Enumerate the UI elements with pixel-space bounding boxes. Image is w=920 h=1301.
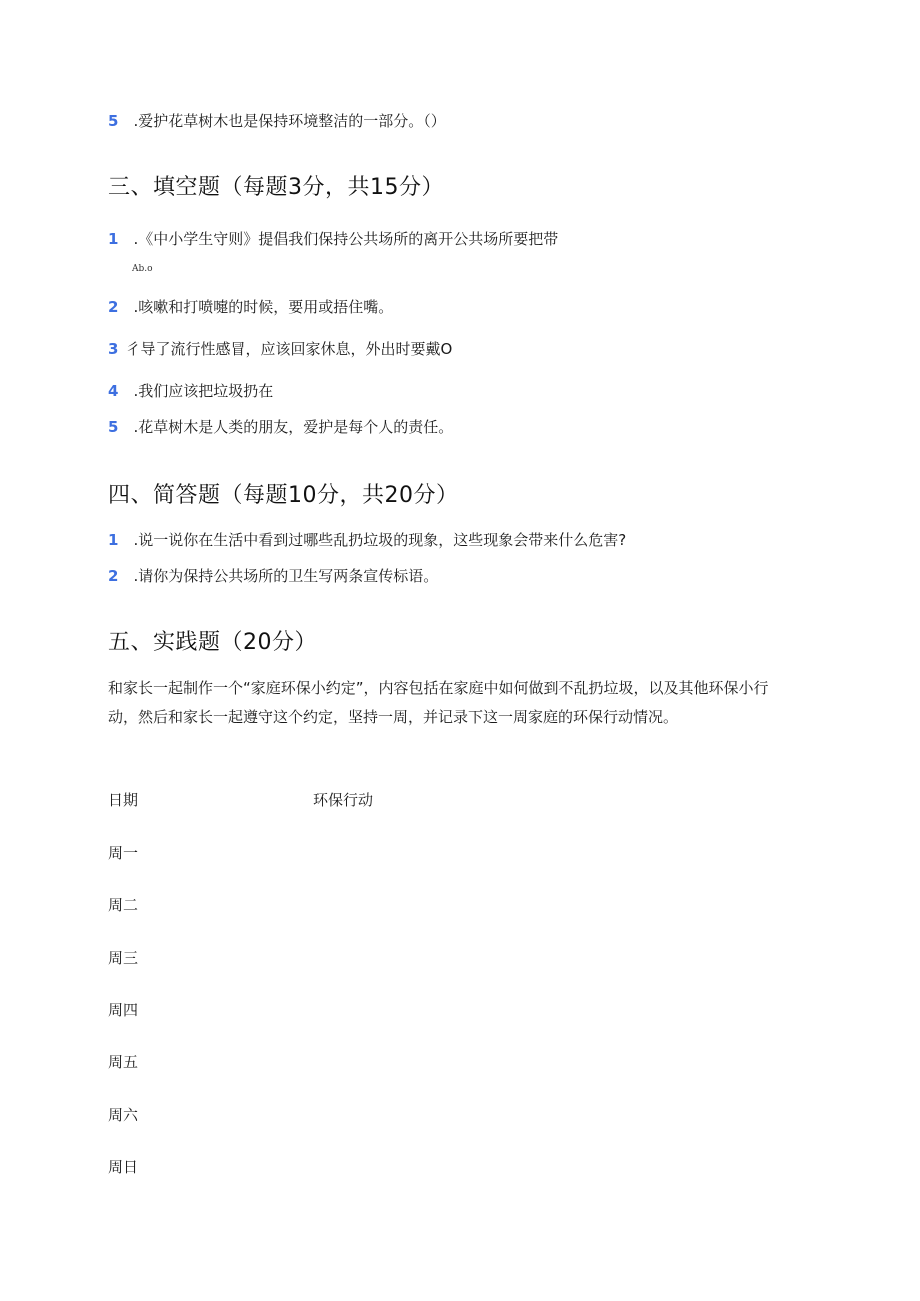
table-row-day: 周三	[108, 949, 139, 967]
fill-item-1	[108, 228, 558, 249]
item-text: .花草树木是人类的朋友，爱护是每个人的责任。	[133, 418, 454, 436]
short-answer-item-2	[108, 565, 438, 586]
fill-item-1-note: Ab.o	[132, 264, 153, 274]
item-text: .《中小学生守则》提倡我们保持公共场所的离开公共场所要把带	[133, 230, 559, 248]
practice-paragraph-line-2: 动，然后和家长一起遵守这个约定，坚持一周，并记录下这一周家庭的环保行动情况。	[108, 708, 679, 726]
table-row-day: 周五	[108, 1053, 139, 1071]
item-number: 4	[108, 382, 119, 400]
section-3-title: 三、填空题（每题3分，共15分）	[108, 175, 444, 200]
item-text: .说一说你在生活中看到过哪些乱扔垃圾的现象，这些现象会带来什么危害?	[133, 531, 627, 549]
item-text: .请你为保持公共场所的卫生写两条宣传标语。	[133, 567, 439, 585]
item-text: 彳导了流行性感冒，应该回家休息，外出时要戴O	[125, 340, 453, 358]
table-row-day: 周六	[108, 1106, 139, 1124]
item-number: 2	[108, 567, 119, 585]
item-number: 5	[108, 112, 119, 130]
fill-item-3	[108, 338, 452, 359]
item-number: 3	[108, 340, 119, 358]
table-row-day: 周一	[108, 844, 139, 862]
item-text: .咳嗽和打喷嚏的时候，要用或捂住嘴。	[133, 298, 394, 316]
item-text: .我们应该把垃圾扔在	[133, 382, 274, 400]
item-number: 1	[108, 230, 119, 248]
section-5-title: 五、实践题（20分）	[108, 630, 317, 655]
fill-item-4	[108, 380, 273, 401]
table-header-date: 日期	[108, 791, 139, 809]
table-row-day: 周四	[108, 1001, 139, 1019]
item-text: .爱护花草树木也是保持环境整洁的一部分。（）	[133, 112, 446, 130]
section-4-title: 四、简答题（每题10分，共20分）	[108, 483, 459, 508]
short-answer-item-1	[108, 529, 626, 550]
table-row-day: 周二	[108, 896, 139, 914]
table-row-day: 周日	[108, 1158, 139, 1176]
judge-item-5	[108, 110, 446, 131]
item-number: 1	[108, 531, 119, 549]
fill-item-2	[108, 296, 393, 317]
practice-paragraph-line-1: 和家长一起制作一个“家庭环保小约定”，内容包括在家庭中如何做到不乱扔垃圾，以及其他环保小行	[108, 679, 769, 697]
item-number: 2	[108, 298, 119, 316]
table-header-action: 环保行动	[313, 791, 374, 809]
fill-item-5	[108, 416, 453, 437]
item-number: 5	[108, 418, 119, 436]
